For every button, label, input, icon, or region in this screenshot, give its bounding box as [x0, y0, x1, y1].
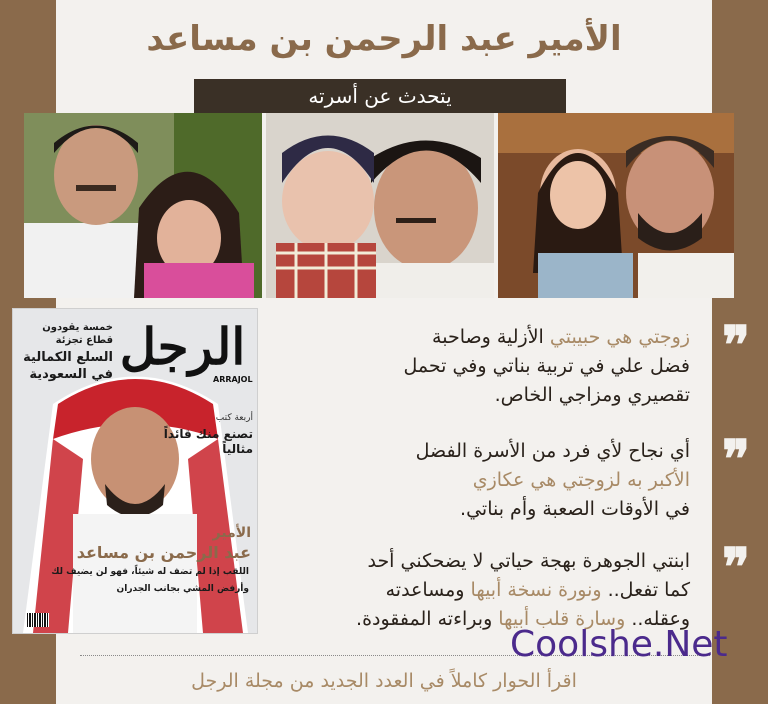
- quote-text: وبراءته المفقودة.: [356, 608, 499, 630]
- cover-brand: ARRAJOL: [213, 375, 253, 384]
- quote-mark-icon: ❞: [722, 537, 750, 598]
- cover-teaser: أربعة كتب: [215, 413, 253, 423]
- quote-daughters: [270, 547, 690, 634]
- cover-name: عبد الرحمن بن مساعد: [76, 543, 251, 562]
- subtitle-bar: يتحدث عن أسرته: [194, 79, 566, 113]
- quote-text: الأزلية وصاحبة: [432, 326, 550, 348]
- quote-highlight: الأكبر به لزوجتي هي عكازي: [472, 469, 690, 491]
- quote-family-success: [270, 437, 690, 524]
- cover-teaser: السلع الكمالية في السعودية: [23, 350, 113, 382]
- watermark: Coolshe.Net: [510, 624, 728, 665]
- cover-teaser: خمسة يقودون قطاع تجزئة: [42, 322, 113, 346]
- cover-logo: الرجل: [119, 317, 246, 376]
- quote-mark-icon: ❞: [722, 429, 750, 490]
- quote-text: ومساعدته: [385, 579, 471, 601]
- photo-father-baby: [266, 113, 494, 298]
- barcode-icon: [27, 613, 49, 627]
- cover-caption: اللقب إذا لم تضف له شيئاً، فهو لن يضيف لك: [51, 567, 249, 577]
- photo-father-daughter-2: [498, 113, 734, 298]
- quote-highlight: ونورة نسخة أبيها: [470, 579, 602, 601]
- cover-caption: وأرفض المشي بجانب الجدران: [116, 584, 249, 594]
- cover-prince-label: الأمير: [212, 525, 251, 541]
- quote-text: كما تفعل..: [601, 579, 690, 601]
- quote-highlight: وسارة قلب أبيها: [498, 608, 626, 630]
- quote-line: [270, 576, 690, 605]
- quote-wife: [270, 323, 690, 410]
- quote-line: تقصيري ومزاجي الخاص.: [494, 384, 690, 406]
- quote-line: في الأوقات الصعبة وأم بناتي.: [460, 498, 690, 520]
- cover-teaser: تصنع منك قائداً مثالياً: [163, 427, 253, 456]
- page-title: الأمير عبد الرحمن بن مساعد: [146, 19, 622, 59]
- footer-text: اقرأ الحوار كاملاً في العدد الجديد من مجلة الرجل: [191, 670, 577, 692]
- quote-line: [270, 323, 690, 352]
- quote-line: فضل علي في تربية بناتي وفي تحمل: [403, 355, 690, 377]
- quote-mark-icon: ❞: [722, 315, 750, 376]
- photo-father-daughter-1: [24, 113, 262, 298]
- quote-line: أي نجاح لأي فرد من الأسرة الفضل: [415, 440, 690, 462]
- magazine-cover: [12, 308, 258, 634]
- quote-line: ابنتي الجوهرة بهجة حياتي لا يضحكني أحد: [367, 550, 690, 572]
- quote-text: وعقله..: [625, 608, 690, 630]
- quote-highlight: زوجتي هي حبيبتي: [549, 326, 690, 348]
